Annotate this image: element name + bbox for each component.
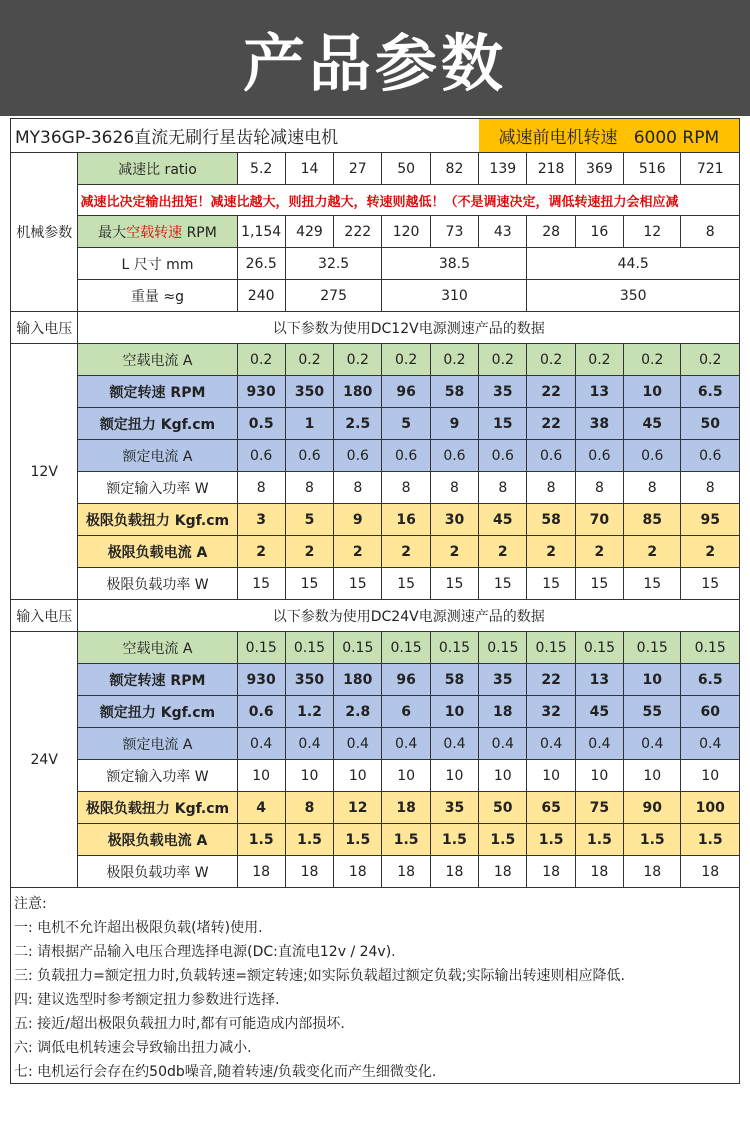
max-speed-cell: 12	[624, 216, 681, 248]
no-load-current-cell: 0.2	[237, 344, 285, 376]
rated-input-power-cell: 10	[575, 760, 623, 792]
max-load-current-cell: 2	[527, 536, 575, 568]
max-load-current-cell: 1.5	[624, 824, 681, 856]
rated-input-power-cell: 10	[479, 760, 527, 792]
rated-speed-cell: 13	[575, 376, 623, 408]
input-voltage-desc: 以下参数为使用DC12V电源测速产品的数据	[78, 312, 740, 344]
max-load-current-cell: 1.5	[575, 824, 623, 856]
rated-speed-label: 额定转速 RPM	[78, 664, 237, 696]
no-load-current-cell: 0.15	[527, 632, 575, 664]
max-speed-label-suffix: RPM	[182, 224, 217, 241]
no-load-current-cell: 0.2	[479, 344, 527, 376]
max-load-power-cell: 18	[334, 856, 382, 888]
v24-max-load-current-row	[11, 824, 740, 856]
max-speed-row	[11, 216, 740, 248]
note-item: 三: 负载扭力=额定扭力时,负载转速=额定转速;如实际负载超过额定负载;实际输出转速则相应降低.	[14, 968, 625, 984]
max-load-power-cell: 18	[527, 856, 575, 888]
length-label: L 尺寸 mm	[78, 248, 237, 280]
length-row	[11, 248, 740, 280]
max-load-current-cell: 1.5	[681, 824, 740, 856]
input-voltage-label: 输入电压	[11, 312, 78, 344]
no-load-current-cell: 0.2	[624, 344, 681, 376]
ratio-label: 减速比 ratio	[78, 153, 237, 185]
max-load-power-cell: 15	[624, 568, 681, 600]
spec-table	[10, 118, 740, 888]
rated-current-cell: 0.4	[382, 728, 430, 760]
max-load-torque-cell: 50	[479, 792, 527, 824]
rated-speed-cell: 58	[430, 376, 478, 408]
rated-input-power-label: 额定输入功率 W	[78, 760, 237, 792]
weight-cell: 350	[527, 280, 740, 312]
rated-input-power-cell: 10	[681, 760, 740, 792]
v12-rated-speed-row	[11, 376, 740, 408]
max-load-current-label: 极限负载电流 A	[78, 824, 237, 856]
max-speed-cell: 120	[382, 216, 430, 248]
max-speed-cell: 429	[285, 216, 333, 248]
max-load-power-cell: 15	[527, 568, 575, 600]
rated-torque-cell: 0.6	[237, 696, 285, 728]
ratio-cell: 369	[575, 153, 623, 185]
max-load-current-cell: 1.5	[527, 824, 575, 856]
ratio-cell: 14	[285, 153, 333, 185]
max-load-torque-cell: 18	[382, 792, 430, 824]
max-load-power-label: 极限负载功率 W	[78, 856, 237, 888]
no-load-current-label: 空载电流 A	[78, 632, 237, 664]
warning-row	[11, 185, 740, 216]
max-load-power-cell: 18	[430, 856, 478, 888]
motor-speed-label: 减速前电机转速	[498, 128, 618, 148]
rated-input-power-cell: 10	[624, 760, 681, 792]
no-load-current-cell: 0.15	[382, 632, 430, 664]
rated-torque-cell: 2.8	[334, 696, 382, 728]
rated-torque-cell: 38	[575, 408, 623, 440]
voltage-label: 24V	[11, 632, 78, 888]
weight-label: 重量 ≈g	[78, 280, 237, 312]
rated-torque-label: 额定扭力 Kgf.cm	[78, 408, 237, 440]
rated-input-power-cell: 10	[527, 760, 575, 792]
weight-cell: 275	[285, 280, 382, 312]
max-speed-cell: 8	[681, 216, 740, 248]
rated-input-power-cell: 10	[334, 760, 382, 792]
note-item: 六: 调低电机转速会导致输出扭力减小.	[14, 1040, 252, 1056]
no-load-current-cell: 0.15	[575, 632, 623, 664]
rated-input-power-cell: 8	[382, 472, 430, 504]
rated-speed-cell: 13	[575, 664, 623, 696]
voltage-label: 12V	[11, 344, 78, 600]
v24-rated-torque-row	[11, 696, 740, 728]
v24-rated-input-power-row	[11, 760, 740, 792]
v12-max-load-power-row	[11, 568, 740, 600]
max-load-power-cell: 18	[575, 856, 623, 888]
note-item: 五: 接近/超出极限负载扭力时,都有可能造成内部损坏.	[14, 1016, 345, 1032]
rated-torque-cell: 32	[527, 696, 575, 728]
v12-max-load-torque-row	[11, 504, 740, 536]
max-load-torque-cell: 85	[624, 504, 681, 536]
max-load-torque-label: 极限负载扭力 Kgf.cm	[78, 504, 237, 536]
rated-input-power-cell: 8	[575, 472, 623, 504]
max-load-current-label: 极限负载电流 A	[78, 536, 237, 568]
max-load-torque-cell: 4	[237, 792, 285, 824]
max-load-power-cell: 18	[237, 856, 285, 888]
rated-current-cell: 0.4	[681, 728, 740, 760]
rated-torque-cell: 50	[681, 408, 740, 440]
no-load-current-cell: 0.2	[575, 344, 623, 376]
no-load-current-cell: 0.2	[527, 344, 575, 376]
max-speed-cell: 1,154	[237, 216, 285, 248]
max-load-current-cell: 1.5	[285, 824, 333, 856]
rated-current-cell: 0.4	[334, 728, 382, 760]
rated-current-cell: 0.6	[237, 440, 285, 472]
note-item: 一: 电机不允许超出极限负载(堵转)使用.	[14, 920, 263, 936]
rated-current-cell: 0.6	[479, 440, 527, 472]
max-load-power-cell: 18	[479, 856, 527, 888]
rated-torque-cell: 0.5	[237, 408, 285, 440]
max-load-power-cell: 18	[382, 856, 430, 888]
max-load-torque-cell: 65	[527, 792, 575, 824]
max-load-current-cell: 1.5	[237, 824, 285, 856]
rated-speed-cell: 10	[624, 664, 681, 696]
rated-speed-cell: 22	[527, 376, 575, 408]
max-load-power-cell: 15	[430, 568, 478, 600]
rated-torque-cell: 10	[430, 696, 478, 728]
max-load-power-cell: 15	[681, 568, 740, 600]
rated-torque-cell: 1.2	[285, 696, 333, 728]
v12-no-load-current-row	[11, 344, 740, 376]
rated-input-power-cell: 10	[430, 760, 478, 792]
rated-speed-cell: 6.5	[681, 664, 740, 696]
max-load-power-cell: 15	[479, 568, 527, 600]
length-cell: 32.5	[285, 248, 382, 280]
max-load-torque-cell: 100	[681, 792, 740, 824]
no-load-current-cell: 0.15	[285, 632, 333, 664]
rated-current-cell: 0.6	[575, 440, 623, 472]
v24-max-load-power-row	[11, 856, 740, 888]
max-load-torque-cell: 30	[430, 504, 478, 536]
rated-speed-cell: 930	[237, 376, 285, 408]
no-load-current-cell: 0.2	[382, 344, 430, 376]
rated-torque-cell: 6	[382, 696, 430, 728]
max-load-current-cell: 2	[430, 536, 478, 568]
max-load-current-cell: 2	[681, 536, 740, 568]
rated-speed-cell: 35	[479, 664, 527, 696]
max-load-torque-cell: 9	[334, 504, 382, 536]
no-load-current-cell: 0.2	[430, 344, 478, 376]
rated-speed-cell: 10	[624, 376, 681, 408]
no-load-current-cell: 0.2	[681, 344, 740, 376]
rated-torque-cell: 45	[575, 696, 623, 728]
max-speed-label	[78, 216, 237, 248]
rated-input-power-cell: 8	[479, 472, 527, 504]
mech-section-label: 机械参数	[11, 153, 78, 312]
page-header	[0, 0, 750, 116]
v12-rated-input-power-row	[11, 472, 740, 504]
rated-current-cell: 0.6	[382, 440, 430, 472]
no-load-current-cell: 0.15	[681, 632, 740, 664]
rated-torque-cell: 45	[624, 408, 681, 440]
rated-speed-label: 额定转速 RPM	[78, 376, 237, 408]
max-load-current-cell: 2	[334, 536, 382, 568]
input-voltage-desc: 以下参数为使用DC24V电源测速产品的数据	[78, 600, 740, 632]
max-load-torque-cell: 95	[681, 504, 740, 536]
max-load-torque-cell: 75	[575, 792, 623, 824]
rated-speed-cell: 96	[382, 664, 430, 696]
rated-current-cell: 0.4	[430, 728, 478, 760]
rated-input-power-label: 额定输入功率 W	[78, 472, 237, 504]
rated-speed-cell: 6.5	[681, 376, 740, 408]
max-load-current-cell: 1.5	[430, 824, 478, 856]
max-load-torque-cell: 35	[430, 792, 478, 824]
v12-rated-torque-row	[11, 408, 740, 440]
title-row	[11, 119, 740, 153]
max-speed-label-prefix: 最大	[98, 224, 127, 241]
ratio-row	[11, 153, 740, 185]
max-load-power-cell: 18	[285, 856, 333, 888]
max-load-current-cell: 2	[382, 536, 430, 568]
rated-torque-cell: 18	[479, 696, 527, 728]
weight-cell: 310	[382, 280, 527, 312]
rated-input-power-cell: 10	[382, 760, 430, 792]
max-load-power-label: 极限负载功率 W	[78, 568, 237, 600]
max-load-current-cell: 2	[237, 536, 285, 568]
rated-torque-cell: 15	[479, 408, 527, 440]
max-load-power-cell: 18	[681, 856, 740, 888]
note-item: 四: 建议选型时参考额定扭力参数进行选择.	[14, 992, 280, 1008]
max-load-current-cell: 1.5	[382, 824, 430, 856]
max-load-torque-label: 极限负载扭力 Kgf.cm	[78, 792, 237, 824]
note-item: 二: 请根据产品输入电压合理选择电源(DC:直流电12v / 24v).	[14, 944, 396, 960]
rated-input-power-cell: 8	[681, 472, 740, 504]
ratio-cell: 218	[527, 153, 575, 185]
rated-speed-cell: 35	[479, 376, 527, 408]
rated-torque-cell: 1	[285, 408, 333, 440]
ratio-cell: 27	[334, 153, 382, 185]
rated-torque-cell: 55	[624, 696, 681, 728]
length-cell: 44.5	[527, 248, 740, 280]
max-load-power-cell: 15	[237, 568, 285, 600]
rated-torque-cell: 22	[527, 408, 575, 440]
rated-input-power-cell: 10	[285, 760, 333, 792]
rated-current-cell: 0.6	[527, 440, 575, 472]
max-load-current-cell: 2	[624, 536, 681, 568]
rated-current-cell: 0.4	[237, 728, 285, 760]
length-cell: 26.5	[237, 248, 285, 280]
rated-input-power-cell: 8	[430, 472, 478, 504]
v12-input-voltage-row	[11, 312, 740, 344]
max-load-current-cell: 2	[575, 536, 623, 568]
rated-speed-cell: 58	[430, 664, 478, 696]
max-load-power-cell: 15	[575, 568, 623, 600]
v12-rated-current-row	[11, 440, 740, 472]
ratio-warning: 减速比决定输出扭矩！减速比越大，则扭力越大，转速则越低！（不是调速决定，调低转速扭力会相应减	[78, 185, 740, 216]
max-load-torque-cell: 8	[285, 792, 333, 824]
rated-input-power-cell: 8	[624, 472, 681, 504]
v24-max-load-torque-row	[11, 792, 740, 824]
input-voltage-label: 输入电压	[11, 600, 78, 632]
max-load-torque-cell: 5	[285, 504, 333, 536]
max-speed-cell: 16	[575, 216, 623, 248]
v24-rated-speed-row	[11, 664, 740, 696]
ratio-cell: 139	[479, 153, 527, 185]
ratio-cell: 721	[681, 153, 740, 185]
rated-torque-cell: 60	[681, 696, 740, 728]
rated-torque-cell: 9	[430, 408, 478, 440]
rated-speed-cell: 180	[334, 376, 382, 408]
max-load-torque-cell: 3	[237, 504, 285, 536]
rated-torque-cell: 2.5	[334, 408, 382, 440]
max-load-current-cell: 1.5	[479, 824, 527, 856]
ratio-cell: 82	[430, 153, 478, 185]
rated-current-cell: 0.6	[681, 440, 740, 472]
max-load-power-cell: 15	[382, 568, 430, 600]
rated-current-label: 额定电流 A	[78, 728, 237, 760]
no-load-current-cell: 0.15	[334, 632, 382, 664]
rated-current-cell: 0.4	[624, 728, 681, 760]
rated-speed-cell: 350	[285, 376, 333, 408]
max-speed-cell: 28	[527, 216, 575, 248]
rated-input-power-cell: 8	[237, 472, 285, 504]
rated-current-cell: 0.6	[430, 440, 478, 472]
max-speed-cell: 43	[479, 216, 527, 248]
max-load-current-cell: 1.5	[334, 824, 382, 856]
rated-current-cell: 0.4	[575, 728, 623, 760]
rated-input-power-cell: 8	[334, 472, 382, 504]
rated-current-label: 额定电流 A	[78, 440, 237, 472]
weight-cell: 240	[237, 280, 285, 312]
max-load-torque-cell: 70	[575, 504, 623, 536]
max-load-power-cell: 15	[334, 568, 382, 600]
max-load-torque-cell: 16	[382, 504, 430, 536]
max-load-current-cell: 2	[285, 536, 333, 568]
v24-no-load-current-row	[11, 632, 740, 664]
page-title: 产品参数	[242, 26, 507, 100]
rated-speed-cell: 180	[334, 664, 382, 696]
motor-speed-box	[479, 119, 740, 153]
rated-input-power-cell: 10	[237, 760, 285, 792]
rated-input-power-cell: 8	[285, 472, 333, 504]
no-load-current-cell: 0.15	[479, 632, 527, 664]
rated-speed-cell: 930	[237, 664, 285, 696]
max-load-current-cell: 2	[479, 536, 527, 568]
no-load-current-cell: 0.15	[624, 632, 681, 664]
rated-input-power-cell: 8	[527, 472, 575, 504]
max-speed-cell: 222	[334, 216, 382, 248]
no-load-current-cell: 0.2	[334, 344, 382, 376]
no-load-current-cell: 0.15	[237, 632, 285, 664]
max-speed-label-highlight: 空载转速	[126, 224, 183, 241]
notes-box	[10, 888, 740, 1084]
max-load-torque-cell: 90	[624, 792, 681, 824]
rated-torque-cell: 5	[382, 408, 430, 440]
max-load-power-cell: 18	[624, 856, 681, 888]
rated-current-cell: 0.6	[285, 440, 333, 472]
rated-speed-cell: 96	[382, 376, 430, 408]
rated-current-cell: 0.4	[285, 728, 333, 760]
weight-row	[11, 280, 740, 312]
ratio-cell: 50	[382, 153, 430, 185]
max-load-power-cell: 15	[285, 568, 333, 600]
max-load-torque-cell: 12	[334, 792, 382, 824]
note-item: 七: 电机运行会存在约50db噪音,随着转速/负载变化而产生细微变化.	[14, 1064, 437, 1080]
v24-rated-current-row	[11, 728, 740, 760]
ratio-cell: 5.2	[237, 153, 285, 185]
notes-title: 注意:	[14, 896, 47, 912]
no-load-current-label: 空载电流 A	[78, 344, 237, 376]
no-load-current-cell: 0.15	[430, 632, 478, 664]
length-cell: 38.5	[382, 248, 527, 280]
no-load-current-cell: 0.2	[285, 344, 333, 376]
spec-sheet	[10, 118, 740, 1084]
motor-speed-value: 6000 RPM	[633, 128, 720, 148]
max-speed-cell: 73	[430, 216, 478, 248]
ratio-cell: 516	[624, 153, 681, 185]
max-load-torque-cell: 58	[527, 504, 575, 536]
rated-speed-cell: 22	[527, 664, 575, 696]
v12-max-load-current-row	[11, 536, 740, 568]
max-load-torque-cell: 45	[479, 504, 527, 536]
rated-torque-label: 额定扭力 Kgf.cm	[78, 696, 237, 728]
v24-input-voltage-row	[11, 600, 740, 632]
rated-current-cell: 0.6	[334, 440, 382, 472]
rated-current-cell: 0.4	[527, 728, 575, 760]
rated-current-cell: 0.4	[479, 728, 527, 760]
model-title: MY36GP-3626直流无刷行星齿轮减速电机	[11, 119, 479, 153]
rated-speed-cell: 350	[285, 664, 333, 696]
rated-current-cell: 0.6	[624, 440, 681, 472]
